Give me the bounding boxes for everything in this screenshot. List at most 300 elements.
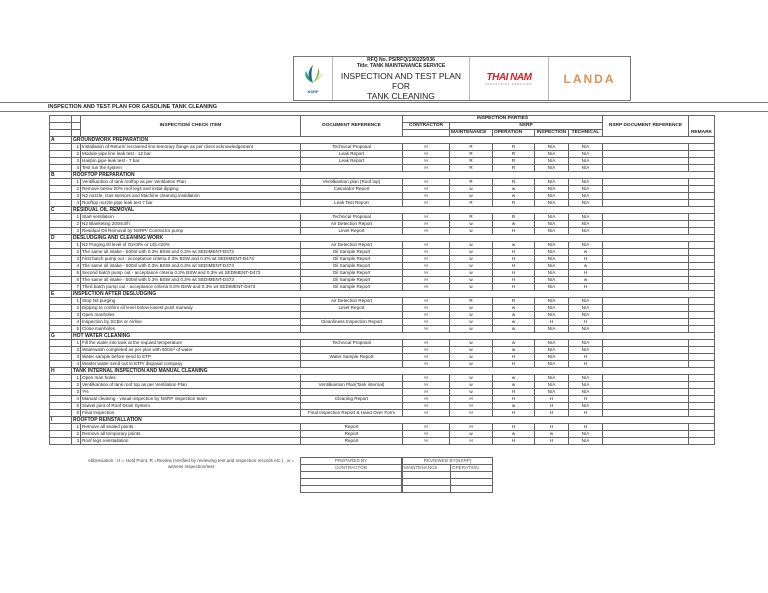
doc-reference: Oil Sample Report: [301, 284, 403, 291]
table-row: [50, 186, 715, 193]
empty-cell: [50, 214, 72, 221]
doc-reference: [301, 312, 403, 319]
doc-reference: Leak Report: [301, 158, 403, 165]
header-cell: [72, 130, 81, 137]
contractor-label: CONTRACTOR: [301, 465, 402, 472]
operation-value: H: [493, 256, 535, 263]
remark-cell: [689, 193, 715, 200]
item-number: 1: [72, 179, 81, 186]
doc-reference: Ventilkantion Plan(Tank internal): [301, 382, 403, 389]
remark-cell: [689, 277, 715, 284]
item-number: 2: [72, 382, 81, 389]
remark-cell: [689, 186, 715, 193]
section-title: DESLUDGING AND CLEANING WORK: [72, 235, 715, 242]
landa-text: LANDA: [563, 71, 616, 86]
maintenance-value: w: [450, 326, 493, 333]
item-number: 1: [72, 375, 81, 382]
table-row: [50, 165, 715, 172]
nsrp-docref-cell: [603, 298, 689, 305]
doc-reference: Cleaning Report: [301, 396, 403, 403]
operation-value: H: [493, 277, 535, 284]
item-number: 5: [72, 270, 81, 277]
contractor-value: H: [403, 144, 450, 151]
doc-reference: Cleanliness Inspection Report: [301, 319, 403, 326]
thai-nam-logo: [470, 57, 549, 100]
item-number: 2: [72, 249, 81, 256]
inspection-value: N/A: [535, 179, 569, 186]
section-title: INSPECTION AFTER DESLUDGING: [72, 291, 715, 298]
item-number: 7: [72, 284, 81, 291]
item-text: Manual cleaning - visual inspection by NSRP inspection team: [81, 396, 301, 403]
maintenance-value: w: [450, 242, 493, 249]
remark-cell: [689, 403, 715, 410]
section-letter: A: [50, 137, 72, 144]
thai-nam-subtext: INDUSTRIAL SERVICES: [485, 82, 533, 86]
operation-value: H: [493, 284, 535, 291]
contractor-value: H: [403, 270, 450, 277]
section-letter: B: [50, 172, 72, 179]
section-row: [50, 333, 715, 340]
table-row: [50, 158, 715, 165]
doc-reference: Air Detection Report: [301, 298, 403, 305]
nsrp-docref-cell: [603, 221, 689, 228]
item-number: 1: [72, 340, 81, 347]
contractor-value: H: [403, 186, 450, 193]
doc-reference: [301, 403, 403, 410]
maintenance-value: w: [450, 361, 493, 368]
empty-cell: [50, 340, 72, 347]
table-row: [50, 326, 715, 333]
nsrp-docref-cell: [603, 403, 689, 410]
col-nsrp: NSRP: [450, 123, 603, 130]
technical-value: N/A: [569, 228, 603, 235]
doc-reference: Oil Sample Report: [301, 263, 403, 270]
table-row: [50, 214, 715, 221]
item-text: The same oil intake - 500nl with 0.3% BSW and 0.3% wt SEDIMENT-D473: [81, 263, 301, 270]
doc-reference: [301, 165, 403, 172]
table-row: [50, 389, 715, 396]
empty-cell: [50, 361, 72, 368]
inspection-value: N/A: [535, 151, 569, 158]
section-row: [50, 235, 715, 242]
empty-cell: [50, 186, 72, 193]
nsrp-docref-cell: [603, 326, 689, 333]
technical-value: N/A: [569, 158, 603, 165]
item-text: Remove all temporary points: [81, 431, 301, 438]
remark-cell: [689, 284, 715, 291]
doc-reference: [301, 193, 403, 200]
maintenance-value: w: [450, 347, 493, 354]
doc-reference: Air Detection Report: [301, 221, 403, 228]
inspection-value: N/A: [535, 347, 569, 354]
technical-value: H: [569, 270, 603, 277]
doc-reference: Report: [301, 424, 403, 431]
item-text: Fill the water into tank at the requied temperature: [81, 340, 301, 347]
maintenance-value: H: [450, 410, 493, 417]
table-row: [50, 305, 715, 312]
plan-title-band: INSPECTION AND TEST PLAN FOR GASOLINE TANK CLEANING: [0, 102, 768, 112]
table-row: [50, 193, 715, 200]
technical-value: w: [569, 263, 603, 270]
inspection-value: N/A: [535, 256, 569, 263]
section-title: ROOFTOP PREPARATION: [72, 172, 715, 179]
empty-cell: [50, 424, 72, 431]
doc-title-2: TANK CLEANING: [367, 90, 435, 101]
empty-cell: [50, 326, 72, 333]
technical-value: N/A: [569, 403, 603, 410]
technical-value: N/A: [569, 200, 603, 207]
section-letter: D: [50, 235, 72, 242]
item-number: 3: [72, 389, 81, 396]
maintenance-value: w: [450, 375, 493, 382]
operation-value: w: [493, 326, 535, 333]
signature-cell[interactable]: [301, 486, 402, 493]
contractor-value: H: [403, 438, 450, 445]
contractor-value: H: [403, 298, 450, 305]
technical-value: w: [569, 249, 603, 256]
empty-cell: [50, 193, 72, 200]
item-text: Close manholes: [81, 326, 301, 333]
contractor-value: H: [403, 389, 450, 396]
col-item: INSPECTION/ CHECK ITEM: [81, 116, 301, 137]
header-cell: [72, 116, 81, 123]
empty-cell: [50, 144, 72, 151]
item-number: 3: [72, 193, 81, 200]
inspection-value: H: [535, 424, 569, 431]
item-text: Waster water send out to ETP/ disposal company: [81, 361, 301, 368]
table-row: [50, 312, 715, 319]
item-number: 4: [72, 319, 81, 326]
table-row: [50, 396, 715, 403]
item-text: Open man holes: [81, 375, 301, 382]
header-cell: [72, 123, 81, 130]
nsrp-docref-cell: [603, 305, 689, 312]
item-text: Inspection by SCBA or Airline: [81, 319, 301, 326]
item-text: Waterwash completed as per plan with 500m³ of water: [81, 347, 301, 354]
contractor-value: H: [403, 354, 450, 361]
inspection-value: N/A: [535, 270, 569, 277]
inspection-value: N/A: [535, 361, 569, 368]
doc-reference: Water Sample Report: [301, 354, 403, 361]
table-row: [50, 284, 715, 291]
item-number: 1: [72, 144, 81, 151]
item-text: Rooftop nozzle pipe leak test 7 bar: [81, 200, 301, 207]
item-text: Hairpin pipe leak test - 7 bar: [81, 158, 301, 165]
empty-cell: [50, 298, 72, 305]
empty-cell: [50, 270, 72, 277]
technical-value: N/A: [569, 347, 603, 354]
operation-value: H: [493, 438, 535, 445]
contractor-value: H: [403, 347, 450, 354]
technical-value: N/A: [569, 382, 603, 389]
signature-cell[interactable]: [403, 479, 451, 486]
operation-value: R: [493, 144, 535, 151]
col-operation: OPERATION: [493, 130, 535, 137]
technical-value: N/A: [569, 214, 603, 221]
operation-value: w: [493, 221, 535, 228]
nsrp-docref-cell: [603, 438, 689, 445]
signature-cell[interactable]: [301, 479, 402, 486]
operation-value: H: [493, 389, 535, 396]
contractor-value: H: [403, 277, 450, 284]
table-row: [50, 347, 715, 354]
nsrp-docref-cell: [603, 347, 689, 354]
empty-cell: [50, 263, 72, 270]
maintenance-value: w: [450, 354, 493, 361]
inspection-value: N/A: [535, 200, 569, 207]
title-block: [333, 57, 470, 100]
technical-value: H: [569, 361, 603, 368]
remark-cell: [689, 179, 715, 186]
inspection-value: N/A: [535, 249, 569, 256]
contractor-value: H: [403, 403, 450, 410]
empty-cell: [50, 221, 72, 228]
doc-reference: Level Report: [301, 305, 403, 312]
table-row: [50, 228, 715, 235]
remark-cell: [689, 263, 715, 270]
contractor-value: H: [403, 263, 450, 270]
table-row: [50, 200, 715, 207]
item-number: 4: [72, 200, 81, 207]
inspection-value: N/A: [535, 375, 569, 382]
technical-value: N/A: [569, 165, 603, 172]
table-row: [50, 382, 715, 389]
inspection-table: [49, 115, 715, 445]
contractor-value: H: [403, 319, 450, 326]
operation-value: w: [493, 431, 535, 438]
technical-value: N/A: [569, 438, 603, 445]
inspection-value: N/A: [535, 326, 569, 333]
nsrp-docref-cell: [603, 340, 689, 347]
operation-value: w: [493, 340, 535, 347]
doc-reference: [301, 361, 403, 368]
technical-value: H: [569, 319, 603, 326]
maintenance-value: w: [450, 340, 493, 347]
col-parties: INSPECTION PARTIES: [403, 116, 603, 123]
leaf-icon: [302, 63, 324, 89]
section-title: RESIDUAL OIL REMOVAL: [72, 207, 715, 214]
inspection-value: N/A: [535, 305, 569, 312]
maintenance-value: w: [450, 277, 493, 284]
doc-reference: Leak Test Report: [301, 200, 403, 207]
empty-cell: [50, 277, 72, 284]
item-text: N2 nozzle, Gas sensors and Machine cleaning installation: [81, 193, 301, 200]
operation-value: R: [493, 165, 535, 172]
maintenance-value: H: [450, 424, 493, 431]
nsrp-docref-cell: [603, 396, 689, 403]
table-row: [50, 403, 715, 410]
item-text: Remove all sealed points: [81, 424, 301, 431]
inspection-value: N/A: [535, 389, 569, 396]
contractor-value: H: [403, 326, 450, 333]
header-cell: [50, 116, 72, 123]
inspection-value: H: [535, 438, 569, 445]
table-row: [50, 298, 715, 305]
doc-reference: Oil Sample Report: [301, 270, 403, 277]
nsrp-docref-cell: [603, 179, 689, 186]
inspection-value: N/A: [535, 193, 569, 200]
signature-cell[interactable]: [451, 486, 493, 493]
signature-cell[interactable]: [403, 472, 451, 479]
section-letter: C: [50, 207, 72, 214]
item-number: 4: [72, 263, 81, 270]
nsrp-docref-cell: [603, 431, 689, 438]
thai-nam-text: THAI NAM: [486, 71, 532, 83]
item-text: Start ventilation: [81, 214, 301, 221]
operation-value: R: [493, 151, 535, 158]
nsrp-docref-cell: [603, 319, 689, 326]
inspection-value: N/A: [535, 214, 569, 221]
remark-cell: [689, 354, 715, 361]
nsrp-docref-cell: [603, 410, 689, 417]
inspection-value: H: [535, 396, 569, 403]
operation-label: OPERATION: [451, 465, 493, 472]
inspection-value: N/A: [535, 298, 569, 305]
inspection-value: N/A: [535, 228, 569, 235]
inspection-value: N/A: [535, 284, 569, 291]
operation-value: H: [493, 396, 535, 403]
header-cell: [50, 130, 72, 137]
technical-value: N/A: [569, 389, 603, 396]
maintenance-value: R: [450, 200, 493, 207]
item-text: N2 Blanketing 200m3/h: [81, 221, 301, 228]
inspection-value: N/A: [535, 242, 569, 249]
remark-cell: [689, 340, 715, 347]
document-header: [293, 56, 631, 101]
table-row: [50, 242, 715, 249]
table-row: [50, 410, 715, 417]
maintenance-value: R: [450, 179, 493, 186]
maintenance-value: w: [450, 221, 493, 228]
section-row: [50, 368, 715, 375]
item-text: Ventilkantion of tank roof top as per Ventilation Plan: [81, 382, 301, 389]
nsrp-docref-cell: [603, 263, 689, 270]
maintenance-value: R: [450, 158, 493, 165]
signature-cell[interactable]: [451, 479, 493, 486]
doc-reference: Oil Sample Report: [301, 249, 403, 256]
table-row: [50, 256, 715, 263]
item-number: 3: [72, 158, 81, 165]
section-letter: H: [50, 368, 72, 375]
nsrp-docref-cell: [603, 144, 689, 151]
signature-cell[interactable]: [451, 472, 493, 479]
inspection-value: N/A: [535, 382, 569, 389]
operation-value: w: [493, 375, 535, 382]
item-number: 1: [72, 424, 81, 431]
item-number: 2: [72, 221, 81, 228]
technical-value: H: [569, 410, 603, 417]
item-number: 1: [72, 242, 81, 249]
doc-reference: Oil Sample Report: [301, 256, 403, 263]
header-cell: [403, 130, 450, 137]
technical-value: N/A: [569, 375, 603, 382]
empty-cell: [50, 431, 72, 438]
table-row: [50, 375, 715, 382]
technical-value: N/A: [569, 305, 603, 312]
remark-cell: [689, 375, 715, 382]
operation-value: w: [493, 403, 535, 410]
operation-value: H: [493, 228, 535, 235]
item-text: Second batch pump out - acceptance criteria 0.3% BSW and 0.3% wt SEDIMENT-D473: [81, 270, 301, 277]
signature-cell[interactable]: [301, 472, 402, 479]
technical-value: N/A: [569, 242, 603, 249]
inspection-value: N/A: [535, 221, 569, 228]
nsrp-docref-cell: [603, 270, 689, 277]
item-text: Roof legs reinstallation: [81, 438, 301, 445]
section-row: [50, 207, 715, 214]
operation-value: H: [493, 424, 535, 431]
empty-cell: [50, 403, 72, 410]
contractor-value: H: [403, 158, 450, 165]
maintenance-value: H: [450, 438, 493, 445]
section-row: [50, 137, 715, 144]
operation-value: w: [493, 347, 535, 354]
item-number: 2: [72, 431, 81, 438]
rfq-number: RFQ No. PS/RFQ/130225/036: [367, 56, 435, 63]
doc-reference: [301, 375, 403, 382]
col-docref: DOCUMENT REFERENCE: [301, 116, 403, 137]
remark-cell: [689, 424, 715, 431]
empty-cell: [50, 312, 72, 319]
item-text: Residual Oil Removal by NSRP/ Contractor pump: [81, 228, 301, 235]
operation-value: R: [493, 179, 535, 186]
contractor-value: H: [403, 305, 450, 312]
signature-cell[interactable]: [403, 486, 451, 493]
inspection-value: N/A: [535, 165, 569, 172]
nsrp-docref-cell: [603, 228, 689, 235]
section-row: [50, 417, 715, 424]
nsrp-docref-cell: [603, 214, 689, 221]
item-text: ?%: [81, 389, 301, 396]
maintenance-label: MAINTENANCE: [403, 465, 451, 472]
reviewed-by-label: REVIEWED BY(NSRP): [403, 458, 493, 465]
col-technical: TECHNICAL: [569, 130, 603, 137]
item-text: Open manholes: [81, 312, 301, 319]
item-number: 3: [72, 438, 81, 445]
table-row: [50, 151, 715, 158]
remark-cell: [689, 249, 715, 256]
item-text: Third batch pump out - acceptance criteria 0.3% BSW and 0.3% wt SEDIMENT-D473: [81, 284, 301, 291]
nsrp-logo: [294, 57, 333, 100]
item-number: 5: [72, 403, 81, 410]
empty-cell: [50, 319, 72, 326]
item-number: 6: [72, 410, 81, 417]
maintenance-value: R: [450, 144, 493, 151]
inspection-value: N/A: [535, 312, 569, 319]
nsrp-docref-cell: [603, 424, 689, 431]
item-number: 2: [72, 186, 81, 193]
contractor-value: H: [403, 284, 450, 291]
contractor-value: H: [403, 165, 450, 172]
col-maintenance: MAINTENANCE: [450, 130, 493, 137]
empty-cell: [50, 438, 72, 445]
operation-value: R: [493, 214, 535, 221]
operation-value: w: [493, 319, 535, 326]
maintenance-value: w: [450, 193, 493, 200]
maintenance-value: H: [450, 396, 493, 403]
operation-value: w: [493, 382, 535, 389]
maintenance-value: R: [450, 151, 493, 158]
inspection-value: N/A: [535, 263, 569, 270]
contractor-value: H: [403, 221, 450, 228]
empty-cell: [50, 228, 72, 235]
remark-cell: [689, 347, 715, 354]
col-nsrp-docref: NSRP DOCUMENT REFERENCE: [603, 116, 689, 137]
operation-value: w: [493, 242, 535, 249]
doc-reference: Level Report: [301, 228, 403, 235]
empty-cell: [50, 396, 72, 403]
remark-cell: [689, 242, 715, 249]
